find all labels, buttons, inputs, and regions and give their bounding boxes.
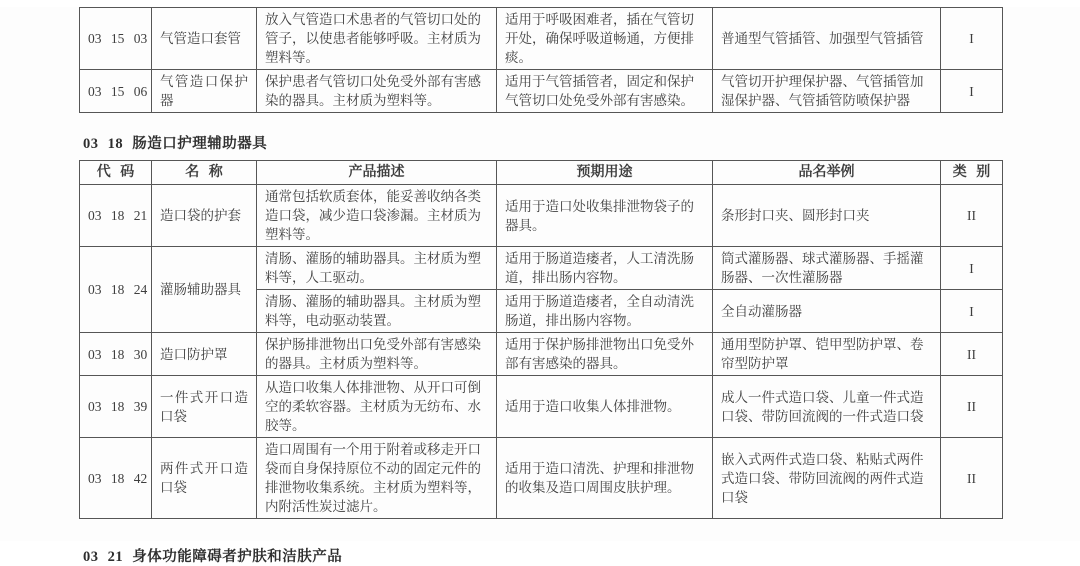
usage-cell: 适用于保护肠排泄物出口免受外部有害感染的器具。	[497, 333, 713, 376]
name-cell: 灌肠辅助器具	[152, 247, 257, 333]
category-cell: I	[941, 247, 1003, 290]
table-row	[80, 247, 1003, 290]
table-row	[80, 376, 1003, 438]
category-cell: II	[941, 333, 1003, 376]
category-cell: I	[941, 290, 1003, 333]
description-cell: 保护患者气管切口处免受外部有害感染的器具。主材质为塑料等。	[257, 70, 497, 113]
table-row	[80, 185, 1003, 247]
category-cell: II	[941, 376, 1003, 438]
code-cell: 03 15 03	[80, 8, 152, 70]
examples-cell: 全自动灌肠器	[713, 290, 941, 333]
category-cell: I	[941, 8, 1003, 70]
name-cell: 气管造口保护器	[152, 70, 257, 113]
description-cell: 放入气管造口术患者的气管切口处的管子，以使患者能够呼吸。主材质为塑料等。	[257, 8, 497, 70]
description-cell: 通常包括软质套体，能妥善收纳各类造口袋，减少造口袋渗漏。主材质为塑料等。	[257, 185, 497, 247]
category-cell: II	[941, 438, 1003, 519]
description-cell: 清肠、灌肠的辅助器具。主材质为塑料等，人工驱动。	[257, 247, 497, 290]
name-cell: 造口防护罩	[152, 333, 257, 376]
ostomy-care-aids-table	[79, 160, 1003, 519]
usage-cell: 适用于造口收集人体排泄物。	[497, 376, 713, 438]
table-row	[80, 8, 1003, 70]
code-cell: 03 18 30	[80, 333, 152, 376]
column-header-usage: 预期用途	[497, 161, 713, 185]
description-cell: 清肠、灌肠的辅助器具。主材质为塑料等，电动驱动装置。	[257, 290, 497, 333]
category-cell: I	[941, 70, 1003, 113]
usage-cell: 适用于呼吸困难者，插在气管切开处，确保呼吸道畅通，方便排痰。	[497, 8, 713, 70]
examples-cell: 通用型防护罩、铠甲型防护罩、卷帘型防护罩	[713, 333, 941, 376]
description-cell: 从造口收集人体排泄物、从开口可倒空的柔软容器。主材质为无纺布、水胶等。	[257, 376, 497, 438]
table-row	[80, 333, 1003, 376]
name-cell: 气管造口套管	[152, 8, 257, 70]
code-cell: 03 15 06	[80, 70, 152, 113]
description-cell: 保护肠排泄物出口免受外部有害感染的器具。主材质为塑料等。	[257, 333, 497, 376]
code-cell: 03 18 24	[80, 247, 152, 333]
examples-cell: 成人一件式造口袋、儿童一件式造口袋、带防回流阀的一件式造口袋	[713, 376, 941, 438]
usage-cell: 适用于造口处收集排泄物袋子的器具。	[497, 185, 713, 247]
section-heading-03-18: 03 18 肠造口护理辅助器具	[83, 136, 268, 152]
column-header-description: 产品描述	[257, 161, 497, 185]
category-cell: II	[941, 185, 1003, 247]
column-header-name: 名 称	[152, 161, 257, 185]
name-cell: 造口袋的护套	[152, 185, 257, 247]
usage-cell: 适用于肠道造瘘者，全自动清洗肠道，排出肠内容物。	[497, 290, 713, 333]
usage-cell: 适用于造口清洗、护理和排泄物的收集及造口周围皮肤护理。	[497, 438, 713, 519]
column-header-examples: 品名举例	[713, 161, 941, 185]
column-header-category: 类 别	[941, 161, 1003, 185]
description-cell: 造口周围有一个用于附着或移走开口袋而自身保持原位不动的固定元件的排泄物收集系统。主材质为塑料等，内附活性炭过滤片。	[257, 438, 497, 519]
examples-cell: 普通型气管插管、加强型气管插管	[713, 8, 941, 70]
code-cell: 03 18 21	[80, 185, 152, 247]
code-cell: 03 18 42	[80, 438, 152, 519]
header-row	[80, 161, 1003, 185]
document-page	[0, 7, 1080, 565]
column-header-code: 代 码	[80, 161, 152, 185]
table-row	[80, 70, 1003, 113]
name-cell: 两件式开口造口袋	[152, 438, 257, 519]
examples-cell: 嵌入式两件式造口袋、粘贴式两件式造口袋、带防回流阀的两件式造口袋	[713, 438, 941, 519]
examples-cell: 筒式灌肠器、球式灌肠器、手摇灌肠器、一次性灌肠器	[713, 247, 941, 290]
table-row	[80, 438, 1003, 519]
usage-cell: 适用于气管插管者，固定和保护气管切口处免受外部有害感染。	[497, 70, 713, 113]
examples-cell: 条形封口夹、圆形封口夹	[713, 185, 941, 247]
name-cell: 一件式开口造口袋	[152, 376, 257, 438]
code-cell: 03 18 39	[80, 376, 152, 438]
examples-cell: 气管切开护理保护器、气管插管加湿保护器、气管插管防喷保护器	[713, 70, 941, 113]
section-heading-03-21: 03 21 身体功能障碍者护肤和洁肤产品	[83, 549, 343, 565]
usage-cell: 适用于肠道造瘘者，人工清洗肠道，排出肠内容物。	[497, 247, 713, 290]
tracheostomy-devices-table	[79, 7, 1003, 113]
